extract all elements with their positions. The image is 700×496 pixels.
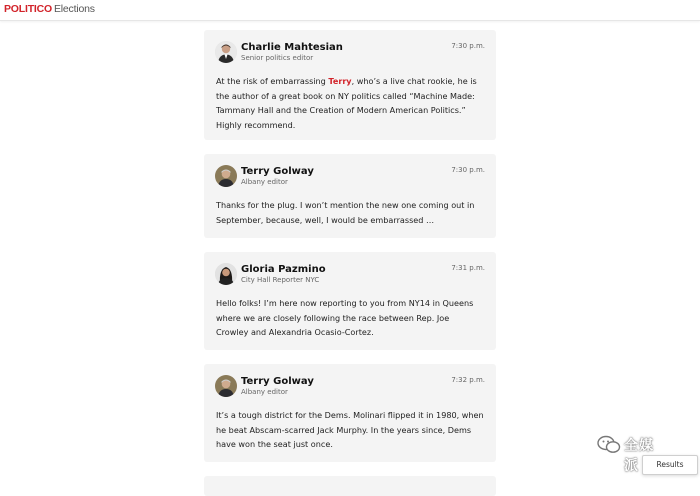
post-body: [216, 74, 484, 132]
chat-post: [204, 252, 496, 350]
author-name[interactable]: Terry Golway: [241, 166, 314, 177]
politico-logo[interactable]: [4, 3, 95, 15]
author-role: Albany editor: [241, 388, 288, 396]
author-name[interactable]: Terry Golway: [241, 376, 314, 387]
post-time: 7:31 p.m.: [451, 264, 485, 272]
chat-post: [204, 30, 496, 140]
author-role: Senior politics editor: [241, 54, 314, 62]
post-time: 7:30 p.m.: [451, 42, 485, 50]
post-text: Thanks for the plug. I won’t mention the new one coming out in September, because, well, I would be embarrassed …: [216, 200, 475, 225]
mention-link[interactable]: Terry: [328, 76, 352, 86]
avatar: [215, 41, 237, 63]
avatar: [215, 375, 237, 397]
avatar: [215, 263, 237, 285]
wechat-icon: [596, 434, 622, 456]
top-bar: [0, 0, 700, 21]
post-time: 7:30 p.m.: [451, 166, 485, 174]
post-body: [216, 198, 484, 227]
results-button[interactable]: Results: [642, 455, 698, 475]
avatar: [215, 165, 237, 187]
post-text: It’s a tough district for the Dems. Molinari flipped it in 1980, when he beat Abscam-scarred Jack Murphy. In the years since, Dems have won the seat just once.: [216, 410, 484, 449]
author-name[interactable]: Charlie Mahtesian: [241, 42, 343, 53]
brand-name: POLITICO: [4, 3, 52, 15]
section-name: Elections: [53, 3, 95, 15]
post-body: [216, 408, 484, 452]
author-name[interactable]: Gloria Pazmino: [241, 264, 326, 275]
author-role: City Hall Reporter NYC: [241, 276, 320, 284]
post-body: [216, 296, 484, 340]
post-time: 7:32 p.m.: [451, 376, 485, 384]
chat-post-partial: [204, 476, 496, 496]
post-text: , who’s a live chat rookie, he is the author of a great book on NY politics called “Machine Made: Tammany Hall and the Creation of Modern American Politics.” Highly recommend.: [216, 76, 477, 130]
chat-post: [204, 154, 496, 238]
watermark: [596, 433, 666, 474]
post-text: Hello folks! I’m here now reporting to you from NY14 in Queens where we are closely following the race between Rep. Joe Crowley and Alexandria Ocasio-Cortez.: [216, 298, 474, 337]
watermark-text: 全媒派: [624, 438, 654, 474]
post-text: At the risk of embarrassing: [216, 76, 329, 86]
author-role: Albany editor: [241, 178, 288, 186]
chat-post: [204, 364, 496, 462]
